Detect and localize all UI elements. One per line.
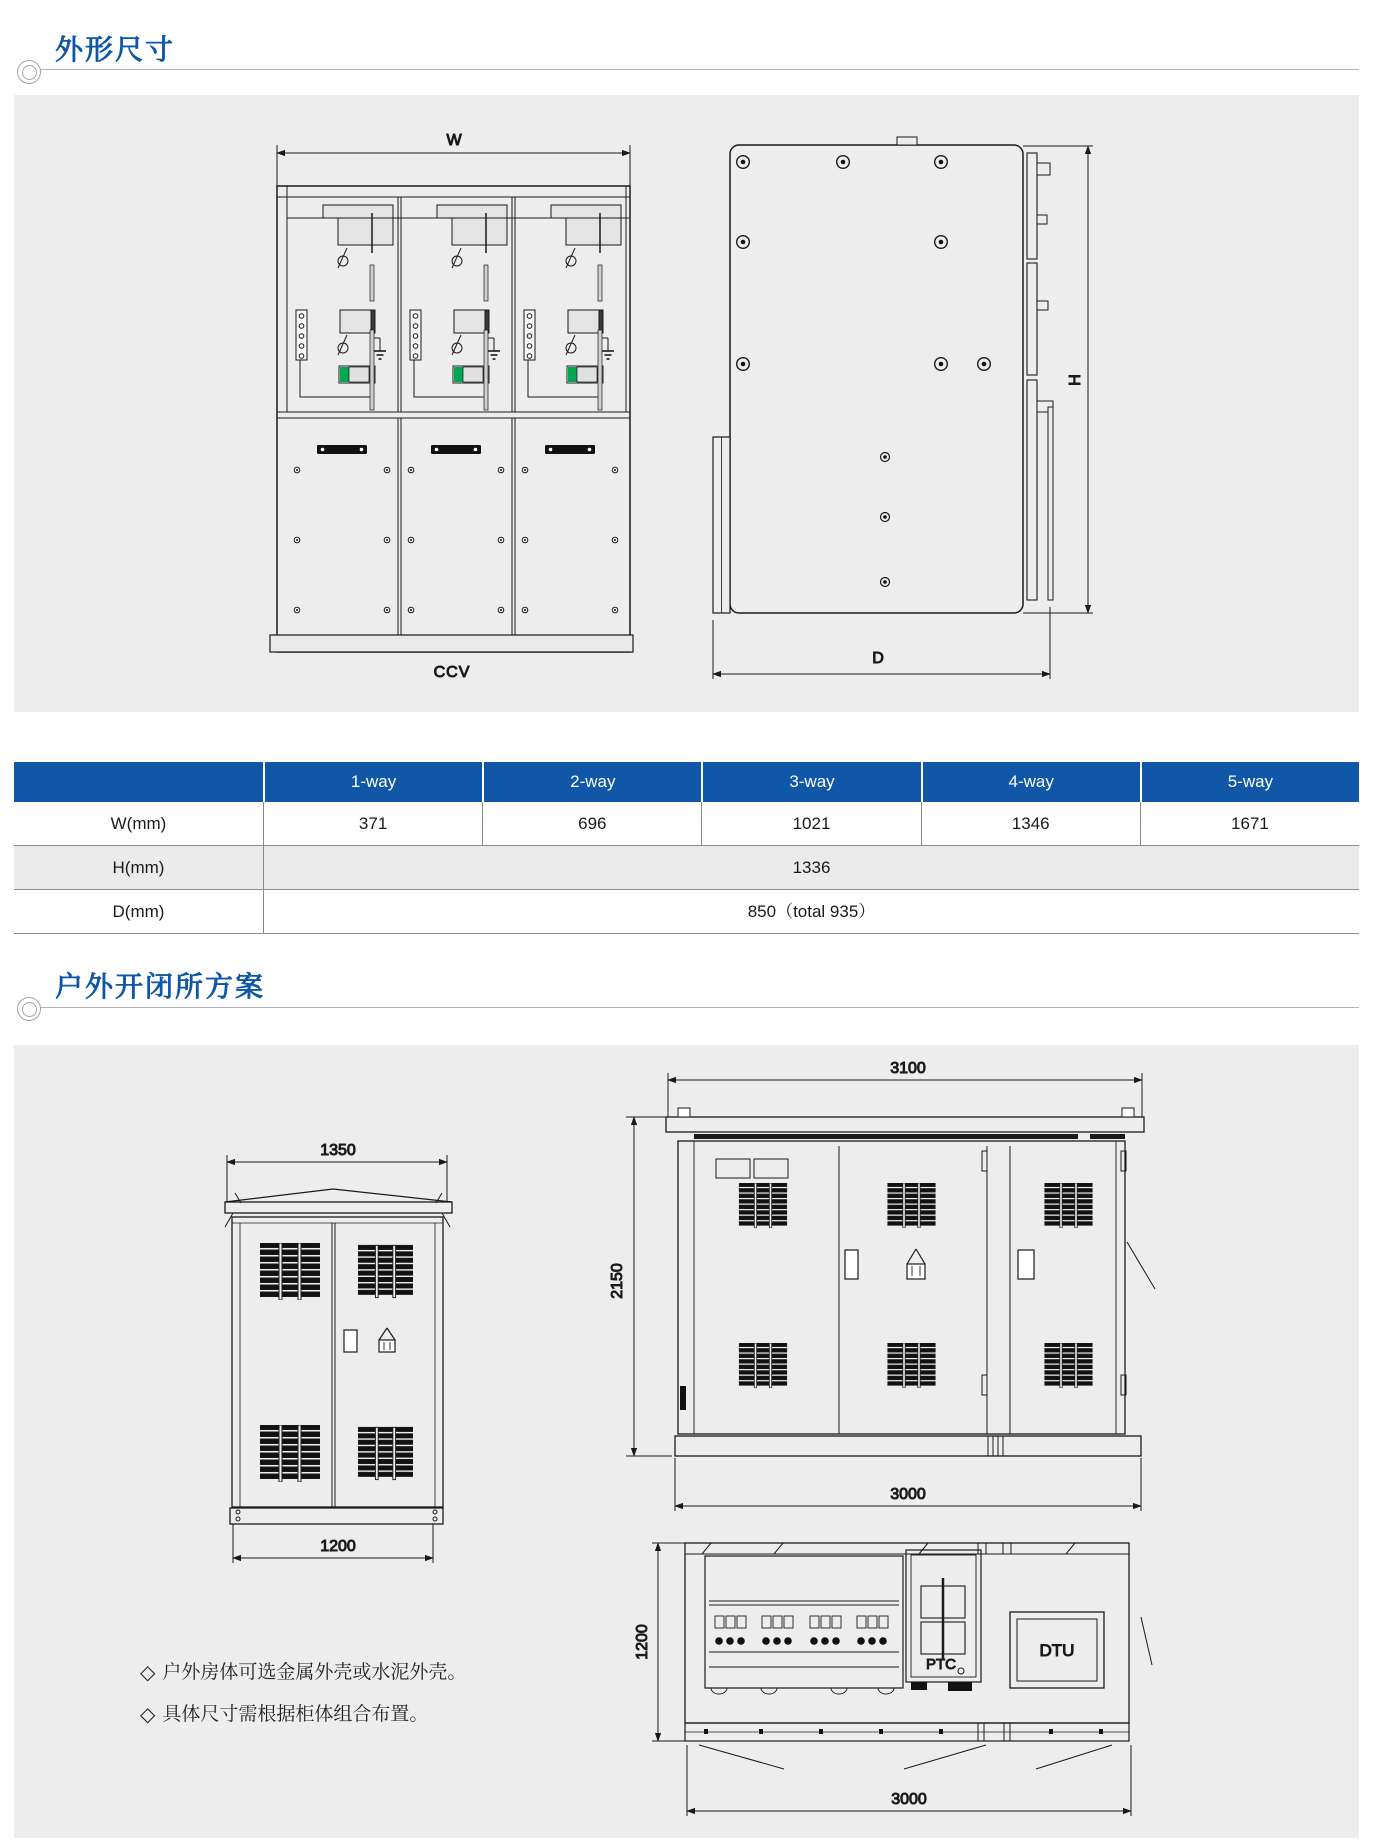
outdoor-cabinet-drawing [225, 1142, 452, 1563]
section1-ring-icon [17, 60, 41, 84]
ccv-side-view-drawing [713, 137, 1093, 679]
outdoor-top-dim: 1350 [320, 1142, 356, 1159]
ccv-caption: CCV [433, 664, 471, 681]
section2-divider [40, 1007, 1359, 1008]
outline-dimensions-svg [14, 95, 1359, 712]
header-cell-1way: 1-way [265, 762, 482, 802]
station-bottom-dim: 3000 [890, 1486, 926, 1503]
outdoor-bottom-dim: 1200 [320, 1538, 356, 1555]
section2-ring-icon [17, 997, 41, 1021]
note-item [140, 1652, 466, 1694]
dimension-table [14, 762, 1359, 934]
table-row-width [14, 802, 1359, 846]
ccv-depth-dim-label: D [872, 650, 884, 667]
note-item [140, 1694, 466, 1736]
section1-divider [40, 69, 1359, 70]
w-2way-value: 696 [483, 802, 702, 845]
w-3way-value: 1021 [702, 802, 921, 845]
section2-title: 户外开闭所方案 [55, 971, 266, 1002]
header-cell-3way: 3-way [703, 762, 920, 802]
w-4way-value: 1346 [922, 802, 1141, 845]
plan-bottom-dim: 3000 [891, 1791, 927, 1808]
note-text-2: 具体尺寸需根据柜体组合布置。 [162, 1704, 429, 1725]
section1-title: 外形尺寸 [55, 34, 176, 65]
w-5way-value: 1671 [1231, 814, 1269, 833]
station-left-dim: 2150 [609, 1263, 626, 1299]
row-label-d: D(mm) [14, 890, 264, 933]
row-label-w: W(mm) [14, 802, 264, 845]
dimension-table-header [14, 762, 1359, 802]
plan-left-dim: 1200 [634, 1624, 651, 1660]
note-text-1: 户外房体可选金属外壳或水泥外壳。 [162, 1662, 467, 1683]
ccv-height-dim-label: H [1067, 374, 1084, 386]
diamond-bullet-icon: ◇ [140, 1704, 156, 1726]
row-label-h: H(mm) [14, 846, 264, 889]
header-cell-4way: 4-way [923, 762, 1140, 802]
h-value: 1336 [792, 858, 831, 877]
diamond-bullet-icon: ◇ [140, 1662, 156, 1684]
table-row-height [14, 846, 1359, 890]
ccv-front-view-drawing [270, 132, 633, 681]
header-cell-2way: 2-way [484, 762, 701, 802]
ccv-width-dim-label: W [446, 132, 462, 149]
notes-block [140, 1652, 466, 1736]
table-row-depth [14, 890, 1359, 934]
outline-dimensions-panel [14, 95, 1359, 712]
d-value: 850（total 935） [747, 902, 876, 921]
station-front-drawing [609, 1060, 1155, 1511]
header-cell-blank [14, 762, 263, 802]
ptc-label: PTC [926, 1656, 956, 1673]
w-1way-value: 371 [264, 802, 483, 845]
header-cell-5way: 5-way [1142, 762, 1359, 802]
station-plan-drawing [634, 1543, 1152, 1816]
dtu-label: DTU [1039, 1641, 1075, 1660]
station-top-dim: 3100 [890, 1060, 926, 1077]
